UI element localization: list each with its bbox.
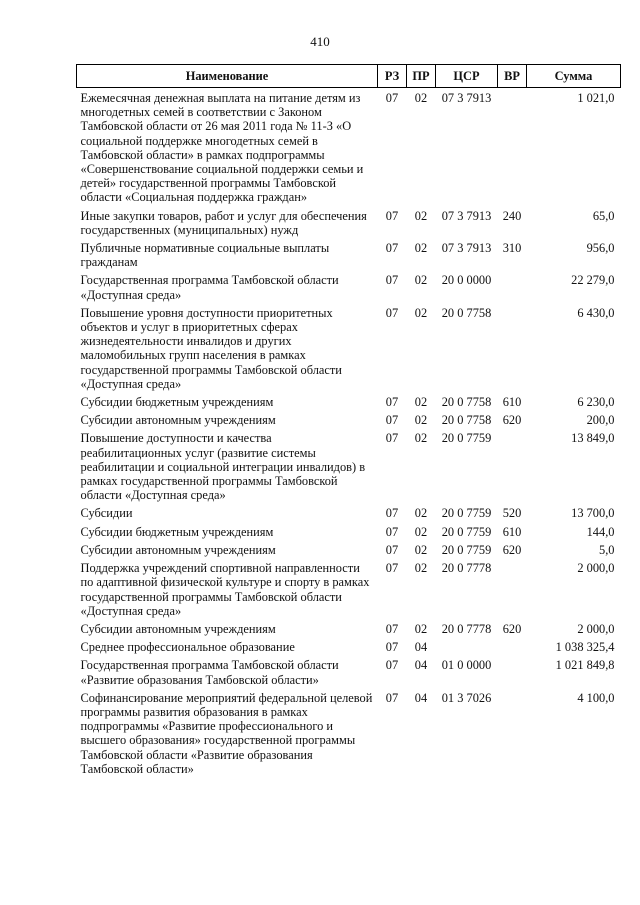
row-vr (498, 691, 527, 780)
row-name: Субсидии автономным учреждениям (80, 413, 276, 428)
row-csr: 20 0 7759 (441, 431, 492, 446)
row-csr: 20 0 7758 (441, 413, 492, 428)
row-csr: 20 0 7758 (441, 395, 492, 410)
row-vr: 310 (502, 241, 522, 256)
table-row (77, 506, 621, 524)
row-name: Субсидии бюджетным учреждениям (80, 524, 274, 539)
row-vr (498, 640, 527, 658)
row-sum: 65,0 (592, 208, 615, 223)
row-csr (436, 640, 498, 658)
row-csr: 20 0 0000 (441, 273, 492, 288)
row-rz: 07 (385, 640, 399, 655)
row-name: Среднее профессиональное образование (80, 640, 295, 655)
row-sum: 1 021 849,8 (555, 658, 615, 673)
page-number: 410 (310, 34, 330, 49)
header-sum: Сумма (527, 65, 621, 88)
table-row (77, 658, 621, 690)
row-pr: 02 (414, 524, 428, 539)
table-row (77, 413, 621, 431)
row-pr: 02 (414, 621, 428, 636)
row-name: Субсидии автономным учреждениям (80, 542, 276, 557)
row-rz: 07 (385, 208, 399, 223)
row-rz: 07 (385, 621, 399, 636)
row-vr (498, 431, 527, 506)
table-row (77, 209, 621, 241)
table-row (77, 691, 621, 780)
table-row (77, 525, 621, 543)
header-rz: РЗ (378, 65, 407, 88)
row-vr: 610 (502, 395, 522, 410)
row-name: Ежемесячная денежная выплата на питание детям из многодетных семей в соответствии с Законом Тамбовской области от 26 мая 2011 года № 11-З «О социальной поддержке многодетных семей в Тамбовской области» в рамках подпрограммы «Совершенствование социальной поддержки семьи и детей» государственной программы Тамбовской области «Социальная поддержка граждан» (80, 91, 364, 205)
budget-table (76, 64, 621, 780)
row-vr: 620 (502, 542, 522, 557)
row-pr: 02 (414, 395, 428, 410)
row-pr: 02 (414, 542, 428, 557)
row-vr (498, 273, 527, 305)
table-row (77, 273, 621, 305)
row-sum: 4 100,0 (577, 690, 615, 705)
row-pr: 02 (414, 91, 428, 105)
row-pr: 02 (414, 413, 428, 428)
row-csr: 01 3 7026 (441, 690, 492, 705)
row-vr: 620 (502, 621, 522, 636)
row-csr: 20 0 7759 (441, 542, 492, 557)
row-sum: 2 000,0 (577, 561, 615, 576)
row-csr: 20 0 7759 (441, 524, 492, 539)
row-sum: 1 021,0 (577, 91, 615, 105)
row-name: Поддержка учреждений спортивной направленности по адаптивной физической культуре и спорту в рамках государственной программы Тамбовской области «Доступная среда» (80, 561, 370, 618)
row-pr: 02 (414, 506, 428, 521)
row-rz: 07 (385, 241, 399, 256)
row-rz: 07 (385, 395, 399, 410)
row-name: Субсидии автономным учреждениям (80, 621, 276, 636)
row-pr: 04 (414, 658, 428, 673)
table-row (77, 431, 621, 506)
row-vr: 240 (502, 208, 522, 223)
row-name: Публичные нормативные социальные выплаты гражданам (80, 241, 330, 270)
row-vr (498, 561, 527, 622)
row-pr: 02 (414, 561, 428, 576)
row-sum: 2 000,0 (577, 621, 615, 636)
table-header (77, 65, 621, 88)
table-row (77, 640, 621, 658)
row-csr: 07 3 7913 (441, 91, 492, 105)
row-sum: 13 849,0 (571, 431, 615, 446)
row-pr: 04 (414, 690, 428, 705)
table-body (77, 88, 621, 780)
row-name: Субсидии бюджетным учреждениям (80, 395, 274, 410)
row-rz: 07 (385, 524, 399, 539)
header-vr: ВР (498, 65, 527, 88)
row-sum: 200,0 (586, 413, 615, 428)
table-row (77, 241, 621, 273)
row-rz: 07 (385, 690, 399, 705)
table-row (77, 88, 621, 209)
row-sum: 22 279,0 (571, 273, 615, 288)
table-row (77, 306, 621, 395)
row-sum: 6 230,0 (577, 395, 615, 410)
row-rz: 07 (385, 413, 399, 428)
row-vr (498, 88, 527, 209)
row-vr (498, 658, 527, 690)
row-csr: 01 0 0000 (441, 658, 492, 673)
row-csr: 20 0 7758 (441, 305, 492, 320)
row-csr: 07 3 7913 (441, 241, 492, 256)
table-row (77, 395, 621, 413)
row-name: Субсидии (80, 506, 133, 521)
row-pr: 02 (414, 273, 428, 288)
row-rz: 07 (385, 91, 399, 105)
header-name: Наименование (77, 65, 378, 88)
table-row (77, 561, 621, 622)
table-row (77, 543, 621, 561)
row-vr: 620 (502, 413, 522, 428)
row-csr: 20 0 7759 (441, 506, 492, 521)
row-sum: 6 430,0 (577, 305, 615, 320)
row-pr: 02 (414, 305, 428, 320)
row-rz: 07 (385, 431, 399, 446)
row-rz: 07 (385, 506, 399, 521)
row-pr: 04 (414, 640, 428, 655)
header-pr: ПР (407, 65, 436, 88)
row-name: Иные закупки товаров, работ и услуг для обеспечения государственных (муниципальных) нужд (80, 208, 367, 237)
row-csr: 20 0 7778 (441, 561, 492, 576)
row-rz: 07 (385, 273, 399, 288)
row-name: Повышение доступности и качества реабилитационных услуг (развитие системы реабилитации и социальной интеграции инвалидов) в рамках государственной программы Тамбовской области «Доступная среда» (80, 431, 366, 503)
header-csr: ЦСР (436, 65, 498, 88)
row-sum: 5,0 (599, 542, 615, 557)
row-name: Повышение уровня доступности приоритетных объектов и услуг в приоритетных сферах жизнедеятельности инвалидов и других маломобильных групп населения в рамках государственной программы Тамбовской области «Доступная среда» (80, 305, 342, 391)
table-row (77, 622, 621, 640)
row-name: Государственная программа Тамбовской области «Развитие образования Тамбовской области» (80, 658, 339, 687)
row-rz: 07 (385, 561, 399, 576)
row-sum: 956,0 (586, 241, 615, 256)
row-rz: 07 (385, 542, 399, 557)
row-vr (498, 306, 527, 395)
row-sum: 144,0 (586, 524, 615, 539)
row-sum: 1 038 325,4 (555, 640, 615, 655)
row-name: Государственная программа Тамбовской области «Доступная среда» (80, 273, 339, 302)
row-pr: 02 (414, 241, 428, 256)
row-pr: 02 (414, 208, 428, 223)
row-vr: 610 (502, 524, 522, 539)
row-rz: 07 (385, 658, 399, 673)
row-csr: 07 3 7913 (441, 208, 492, 223)
row-vr: 520 (502, 506, 522, 521)
row-pr: 02 (414, 431, 428, 446)
row-rz: 07 (385, 305, 399, 320)
row-sum: 13 700,0 (571, 506, 615, 521)
row-csr: 20 0 7778 (441, 621, 492, 636)
row-name: Софинансирование мероприятий федеральной целевой программы развития образования в рамках подпрограммы «Развитие профессионального и высшего образования» государственной программы Тамбовской области «Развитие образования Тамбовской области» (80, 690, 373, 776)
